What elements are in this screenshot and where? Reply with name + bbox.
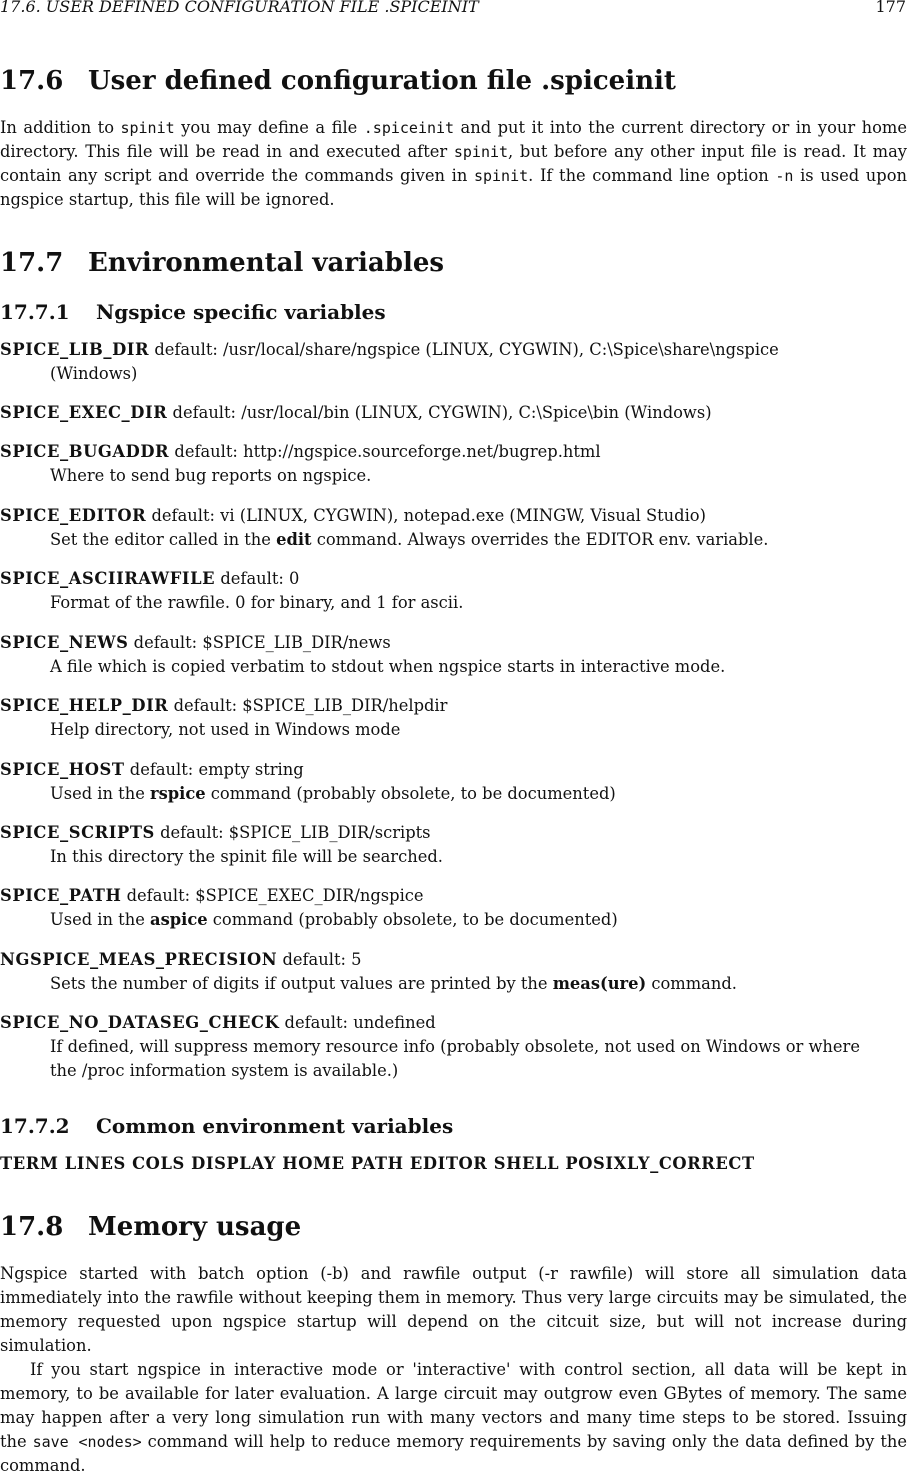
env-var-entry <box>0 884 907 932</box>
memory-paragraph-2 <box>0 1358 907 1478</box>
env-var-default: default: empty string <box>129 760 304 779</box>
section-title: Environmental variables <box>88 248 445 278</box>
subsection-17-7-1-heading <box>0 300 386 324</box>
text: command. Always overrides the EDITOR env. variable. <box>311 530 769 549</box>
section-17-6-heading <box>0 66 676 96</box>
text: command will help to reduce memory requirements by saving only the data defined by the command. <box>0 1432 907 1475</box>
page-number: 177 <box>875 0 906 16</box>
env-var-description-cont: the /proc information system is available.) <box>50 1061 399 1080</box>
text: command. <box>646 974 737 993</box>
text: and put it into the current directory or in your home directory. This file will be read in and executed after <box>0 118 907 161</box>
env-var-description <box>0 972 907 996</box>
env-var-name: SPICE_NEWS <box>0 633 129 652</box>
subsection-title: Common environment variables <box>96 1114 454 1138</box>
env-var-default-cont: (Windows) <box>50 364 138 383</box>
env-var-description <box>0 908 907 932</box>
env-var-default: default: $SPICE_EXEC_DIR/ngspice <box>126 886 424 905</box>
memory-paragraph-1: Ngspice started with batch option (-b) and rawfile output (-r rawfile) will store all simulation data immediately into the rawfile without keeping them in memory. Thus very large circuits may be simulated, the memory requested upon ngspice startup will depend on the citcuit size, but will not increase during simulation. <box>0 1264 907 1355</box>
env-var-default: default: http://ngspice.sourceforge.net/bugrep.html <box>174 442 601 461</box>
env-var-description: If defined, will suppress memory resource info (probably obsolete, not used on Windows or where <box>50 1037 860 1056</box>
text: you may define a file <box>174 118 364 137</box>
env-var-entry <box>0 440 907 488</box>
subsection-title: Ngspice specific variables <box>96 300 386 324</box>
subsection-number: 17.7.1 <box>0 300 70 324</box>
text: , but before any other input file is read. It may contain any script and override the commands given in <box>0 142 907 185</box>
env-var-name: SPICE_ASCIIRAWFILE <box>0 569 216 588</box>
code: spinit <box>120 119 175 137</box>
env-var-description <box>0 528 907 552</box>
code: spinit <box>453 143 509 161</box>
env-var-name: SPICE_EDITOR <box>0 506 147 525</box>
subsection-17-7-2-heading <box>0 1114 453 1138</box>
env-var-description: A file which is copied verbatim to stdout when ngspice starts in interactive mode. <box>50 657 726 676</box>
text: If you start ngspice in interactive mode or 'interactive' with control section, all data will be kept in memory, to be available for later evaluation. A large circuit may outgrow even GBytes of memory. The same may happen after a very long simulation run with many vectors and many time steps to be stored. Issuing the <box>0 1360 907 1451</box>
code: save <nodes> <box>32 1433 142 1451</box>
env-var-default: default: /usr/local/share/ngspice (LINUX, CYGWIN), C:\Spice\share\ngspice <box>154 340 779 359</box>
env-var-description: Format of the rawfile. 0 for binary, and 1 for ascii. <box>50 593 464 612</box>
section-title: Memory usage <box>88 1212 302 1242</box>
env-var-default: default: 5 <box>282 950 362 969</box>
env-var-names: TERM LINES COLS DISPLAY HOME PATH EDITOR SHELL POSIXLY_CORRECT <box>0 1154 755 1173</box>
env-var-entry <box>0 401 907 425</box>
section-number: 17.6 <box>0 66 64 96</box>
section-17-7-heading <box>0 248 444 278</box>
section-title: User defined configuration file .spiceinit <box>88 66 676 96</box>
text: Used in the <box>50 784 151 803</box>
section-number: 17.7 <box>0 248 64 278</box>
env-var-default: default: $SPICE_LIB_DIR/helpdir <box>173 696 448 715</box>
env-var-description <box>0 782 907 806</box>
env-var-entry <box>0 504 907 552</box>
env-var-entry <box>0 694 907 742</box>
env-var-name: SPICE_LIB_DIR <box>0 340 150 359</box>
env-var-default: default: /usr/local/bin (LINUX, CYGWIN), C:\Spice\bin (Windows) <box>172 403 712 422</box>
text: command (probably obsolete, to be documented) <box>207 910 618 929</box>
env-var-name: NGSPICE_MEAS_PRECISION <box>0 950 278 969</box>
env-var-name: SPICE_PATH <box>0 886 122 905</box>
env-var-name: SPICE_NO_DATASEG_CHECK <box>0 1013 280 1032</box>
section-number: 17.8 <box>0 1212 64 1242</box>
env-var-name: SPICE_BUGADDR <box>0 442 170 461</box>
env-var-name: SPICE_HOST <box>0 760 125 779</box>
env-var-default: default: 0 <box>220 569 300 588</box>
text: Set the editor called in the <box>50 530 277 549</box>
command-name: aspice <box>150 910 208 929</box>
env-var-description: In this directory the spinit file will be searched. <box>50 847 443 866</box>
env-var-name: SPICE_EXEC_DIR <box>0 403 168 422</box>
text: Used in the <box>50 910 151 929</box>
text: command (probably obsolete, to be documented) <box>205 784 616 803</box>
text: . If the command line option <box>528 166 776 185</box>
env-var-default: default: vi (LINUX, CYGWIN), notepad.exe (MINGW, Visual Studio) <box>151 506 706 525</box>
env-var-entry <box>0 338 907 386</box>
env-var-entry <box>0 948 907 996</box>
code: -n <box>775 167 794 185</box>
running-title: 17.6. USER DEFINED CONFIGURATION FILE .SPICEINIT <box>0 0 479 16</box>
text: In addition to <box>0 118 121 137</box>
section-17-8-heading <box>0 1212 301 1242</box>
env-var-description: Where to send bug reports on ngspice. <box>50 466 372 485</box>
env-var-default: default: undefined <box>284 1013 436 1032</box>
command-name: rspice <box>150 784 206 803</box>
env-var-default: default: $SPICE_LIB_DIR/news <box>133 633 391 652</box>
env-var-default: default: $SPICE_LIB_DIR/scripts <box>160 823 431 842</box>
common-env-var-list <box>0 1152 907 1176</box>
env-var-name: SPICE_SCRIPTS <box>0 823 155 842</box>
running-header <box>0 0 907 20</box>
command-name: meas(ure) <box>552 974 647 993</box>
env-var-entry <box>0 567 907 615</box>
env-var-entry <box>0 821 907 869</box>
env-var-entry <box>0 1011 907 1083</box>
env-var-entry <box>0 758 907 806</box>
code: spinit <box>473 167 529 185</box>
text: Sets the number of digits if output values are printed by the <box>50 974 553 993</box>
env-var-name: SPICE_HELP_DIR <box>0 696 169 715</box>
code: .spiceinit <box>363 119 455 137</box>
text: is used upon ngspice startup, this file will be ignored. <box>0 166 907 209</box>
spiceinit-paragraph <box>0 116 907 212</box>
env-var-entry <box>0 631 907 679</box>
subsection-number: 17.7.2 <box>0 1114 70 1138</box>
command-name: edit <box>276 530 312 549</box>
env-var-description: Help directory, not used in Windows mode <box>50 720 401 739</box>
